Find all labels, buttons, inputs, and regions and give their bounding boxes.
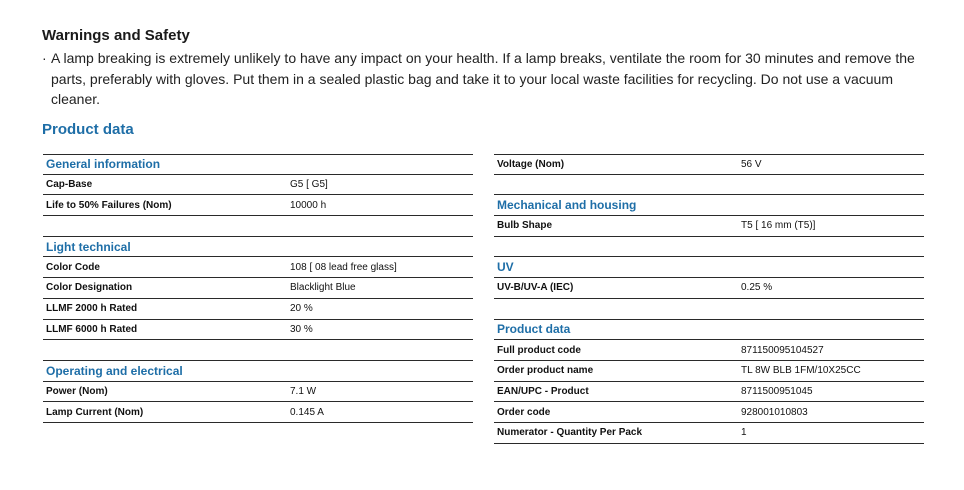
spec-value: 108 [ 08 lead free glass] [290,261,397,273]
spec-label: EAN/UPC - Product [497,385,589,397]
product-data-heading: Product data [42,121,134,138]
spec-row-uvb-uva [494,278,924,299]
spec-value: 20 % [290,303,313,315]
spec-label: Numerator - Quantity Per Pack [497,427,643,439]
spec-value: T5 [ 16 mm (T5)] [741,220,816,232]
left-spec-table [43,154,473,423]
spec-value: 56 V [741,158,762,170]
spec-value: 871150095104527 [741,344,824,356]
section-title: Product data [497,322,571,337]
section-light-technical [43,237,473,258]
section-product-data [494,320,924,341]
spec-value: 30 % [290,323,313,335]
section-uv [494,257,924,278]
spec-row-bulb-shape [494,216,924,237]
section-title: Light technical [46,239,131,254]
spec-row-full-product-code [494,340,924,361]
section-mechanical-housing [494,195,924,216]
spec-value: 928001010803 [741,406,808,418]
spec-row-ean-upc [494,382,924,403]
spec-row-voltage [494,154,924,175]
spacer-row [494,299,924,320]
section-title: Operating and electrical [46,363,183,378]
spec-value: 0.25 % [741,282,773,294]
spec-row-color-code [43,257,473,278]
section-title: General information [46,157,161,172]
spec-row-numerator [494,423,924,444]
spec-label: Color Designation [46,282,133,294]
section-title: UV [497,260,514,275]
bullet: · [42,50,47,66]
spec-row-life [43,195,473,216]
spec-label: Voltage (Nom) [497,158,565,170]
spec-label: Life to 50% Failures (Nom) [46,199,172,211]
spec-value: 1 [741,427,747,439]
spec-value: Blacklight Blue [290,282,356,294]
spec-row-order-product-name [494,361,924,382]
spec-value: 10000 h [290,199,327,211]
warnings-paragraph [42,48,921,110]
section-general-information [43,154,473,175]
spacer-row [494,237,924,258]
spec-row-power [43,382,473,403]
section-operating-electrical [43,361,473,382]
warnings-text: A lamp breaking is extremely unlikely to have any impact on your health. If a lamp breaks, ventilate the room for 30 minutes and remove the parts, preferably with gloves. Put them in a sealed plastic bag and take it to your local waste facilities for recycling. Do not use a vacuum cleaner. [51,50,915,107]
spec-value: 7.1 W [290,385,317,397]
spec-label: Full product code [497,344,581,356]
spec-row-order-code [494,402,924,423]
spec-row-color-designation [43,278,473,299]
spacer-row [494,175,924,196]
spec-value: TL 8W BLB 1FM/10X25CC [741,365,861,377]
spacer-row [43,216,473,237]
warnings-title: Warnings and Safety [42,27,190,44]
spec-value: 0.145 A [290,406,324,418]
spec-label: Order code [497,406,551,418]
spec-row-llmf-2000 [43,299,473,320]
right-spec-table [494,154,924,444]
spec-label: Lamp Current (Nom) [46,406,144,418]
section-title: Mechanical and housing [497,198,637,213]
spec-row-llmf-6000 [43,320,473,341]
spec-label: Color Code [46,261,100,273]
spec-value: 8711500951045 [741,385,813,397]
spec-label: Power (Nom) [46,385,108,397]
spec-label: LLMF 2000 h Rated [46,303,138,315]
spec-label: UV-B/UV-A (IEC) [497,282,574,294]
spec-label: Bulb Shape [497,220,553,232]
spec-row-lamp-current [43,402,473,423]
spec-label: LLMF 6000 h Rated [46,323,138,335]
spacer-row [43,340,473,361]
spec-label: Cap-Base [46,179,93,191]
spec-label: Order product name [497,365,594,377]
spec-row-cap-base [43,175,473,196]
spec-value: G5 [ G5] [290,179,328,191]
